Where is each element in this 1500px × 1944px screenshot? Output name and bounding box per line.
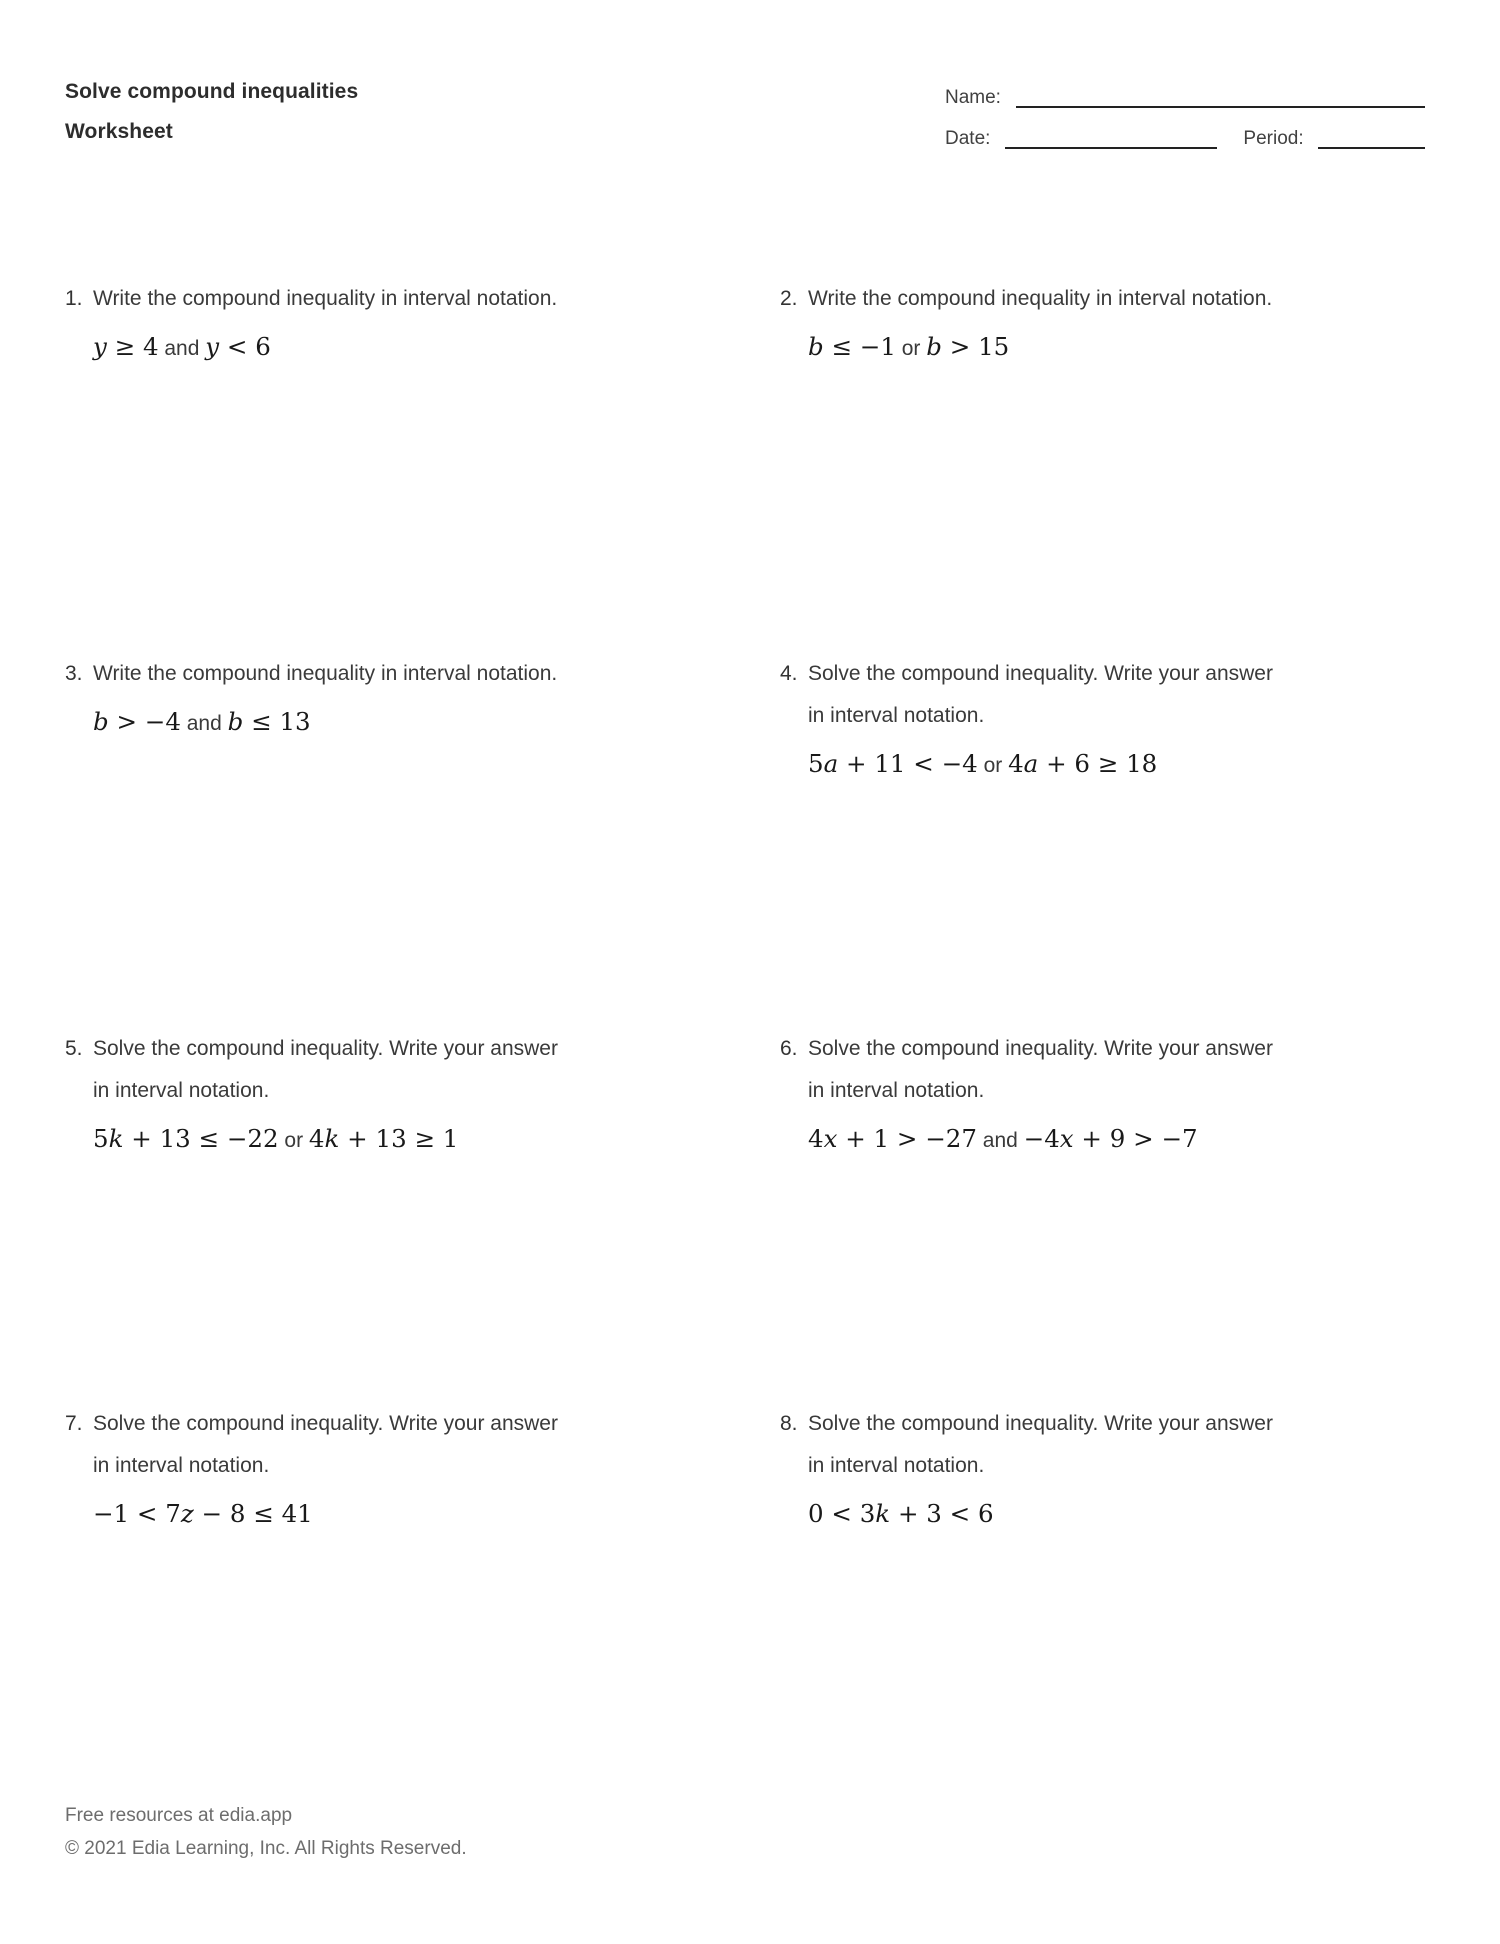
problem — [65, 1028, 720, 1403]
problem-math — [808, 1121, 1435, 1159]
problem — [780, 278, 1435, 653]
problem-head — [65, 278, 720, 320]
math-segment: 6 — [977, 1499, 994, 1528]
math-segment: ≤ — [243, 707, 280, 736]
math-segment: + — [1073, 1124, 1110, 1153]
problem-number: 1. — [65, 287, 83, 310]
problem-prompt: Write the compound inequality in interval notation. — [808, 287, 1273, 310]
student-info-fields — [945, 72, 1425, 151]
problem-math — [93, 1496, 720, 1533]
math-segment: ≤ — [245, 1499, 282, 1528]
period-label: Period: — [1243, 128, 1304, 149]
problem-head — [780, 1028, 1435, 1112]
math-segment: −22 — [226, 1124, 279, 1153]
math-segment: −4 — [1023, 1124, 1060, 1153]
math-segment: b — [808, 332, 824, 361]
math-segment: 15 — [978, 332, 1010, 361]
math-segment: 9 — [1109, 1124, 1126, 1153]
math-segment: −7 — [1161, 1124, 1198, 1153]
math-segment: < — [823, 1499, 860, 1528]
math-segment: ≤ — [190, 1124, 227, 1153]
math-segment: or — [977, 754, 1009, 777]
problem-prompt: Solve the compound inequality. Write your answer in interval notation. — [93, 1412, 558, 1477]
footer-copyright: © 2021 Edia Learning, Inc. All Rights Reserved. — [65, 1838, 467, 1859]
math-segment: 18 — [1126, 749, 1158, 778]
problem — [65, 278, 720, 653]
math-segment: > — [889, 1124, 926, 1153]
math-segment: y — [205, 332, 220, 361]
name-label: Name: — [945, 87, 1001, 108]
problem-math — [808, 1496, 1435, 1533]
math-segment: −1 — [859, 332, 896, 361]
math-segment: z — [180, 1499, 194, 1528]
problem-number: 7. — [65, 1412, 83, 1435]
math-segment: 13 — [279, 707, 311, 736]
problem-number: 4. — [780, 662, 798, 685]
problems-grid — [65, 278, 1435, 1778]
name-field-row — [945, 86, 1425, 110]
math-segment: ≥ — [1089, 749, 1127, 778]
math-segment: 7 — [165, 1499, 181, 1528]
math-segment: x — [1059, 1124, 1074, 1153]
problem — [780, 1403, 1435, 1778]
problem-prompt: Solve the compound inequality. Write your answer in interval notation. — [808, 1037, 1273, 1102]
math-segment: + — [890, 1499, 927, 1528]
problem-math — [93, 1121, 720, 1159]
math-segment: and — [976, 1129, 1024, 1152]
math-segment: ≤ — [823, 332, 860, 361]
math-segment: < — [129, 1499, 166, 1528]
math-segment: or — [278, 1129, 309, 1152]
math-segment: + — [339, 1124, 376, 1153]
problem-math — [93, 329, 720, 367]
problem-number: 2. — [780, 287, 798, 310]
math-segment: > — [941, 332, 979, 361]
worksheet-header — [65, 72, 1425, 152]
problem-prompt: Write the compound inequality in interval notation. — [93, 287, 558, 310]
math-segment: y — [93, 332, 107, 361]
math-segment: b — [227, 707, 244, 736]
date-label: Date: — [945, 128, 991, 149]
problem-head — [780, 278, 1435, 320]
math-segment: 11 — [874, 749, 906, 778]
problem-math — [93, 704, 720, 742]
problem-head — [780, 653, 1435, 737]
math-segment: + — [123, 1124, 160, 1153]
math-segment: 5 — [808, 749, 824, 778]
problem-number: 6. — [780, 1037, 798, 1060]
problem-number: 3. — [65, 662, 83, 685]
math-segment: 6 — [1074, 749, 1090, 778]
math-segment: 41 — [281, 1499, 313, 1528]
math-segment: + — [837, 1124, 874, 1153]
math-segment: k — [324, 1124, 340, 1153]
math-segment: 5 — [93, 1124, 109, 1153]
math-segment: b — [926, 332, 942, 361]
problem-prompt: Write the compound inequality in interval notation. — [93, 662, 558, 685]
math-segment: b — [93, 707, 109, 736]
math-segment: 8 — [229, 1499, 246, 1528]
problem-head — [65, 653, 720, 695]
math-segment: 3 — [926, 1499, 942, 1528]
math-segment: 4 — [808, 1124, 824, 1153]
problem-head — [65, 1028, 720, 1112]
footer-credit: Free resources at edia.app — [65, 1805, 293, 1826]
math-segment: and — [180, 712, 228, 735]
math-segment: −4 — [941, 749, 978, 778]
math-segment: −1 — [93, 1499, 130, 1528]
problem — [780, 1028, 1435, 1403]
math-segment: ≥ — [406, 1124, 443, 1153]
date-blank-line[interactable] — [1005, 129, 1217, 149]
problem-number: 5. — [65, 1037, 83, 1060]
math-segment: 4 — [1008, 749, 1024, 778]
problem-math — [808, 746, 1435, 784]
math-segment: + — [838, 749, 875, 778]
period-blank-line[interactable] — [1318, 129, 1425, 149]
worksheet-subtitle: Worksheet — [65, 120, 173, 143]
math-segment: 3 — [859, 1499, 876, 1528]
math-segment: 1 — [442, 1124, 459, 1153]
title-block — [65, 72, 358, 152]
math-segment: or — [895, 337, 927, 360]
math-segment: ≥ — [106, 332, 143, 361]
math-segment: < — [219, 332, 256, 361]
problem — [65, 1403, 720, 1778]
date-period-field-row — [945, 127, 1425, 151]
math-segment: 0 — [808, 1499, 824, 1528]
math-segment: + — [1038, 749, 1075, 778]
math-segment: a — [823, 749, 839, 778]
worksheet-title: Solve compound inequalities — [65, 80, 359, 103]
problem — [780, 653, 1435, 1028]
math-segment: and — [158, 337, 206, 360]
math-segment: − — [193, 1499, 230, 1528]
math-segment: −27 — [925, 1124, 977, 1153]
problem-prompt: Solve the compound inequality. Write your answer in interval notation. — [808, 662, 1273, 727]
problem-head — [65, 1403, 720, 1487]
math-segment: a — [1023, 749, 1039, 778]
math-segment: 4 — [142, 332, 159, 361]
math-segment: k — [108, 1124, 124, 1153]
problem-math — [808, 329, 1435, 367]
problem-prompt: Solve the compound inequality. Write your answer in interval notation. — [808, 1412, 1273, 1477]
math-segment: −4 — [144, 707, 181, 736]
math-segment: 1 — [873, 1124, 890, 1153]
math-segment: > — [1125, 1124, 1162, 1153]
name-blank-line[interactable] — [1016, 88, 1425, 108]
problem-prompt: Solve the compound inequality. Write your answer in interval notation. — [93, 1037, 558, 1102]
math-segment: < — [905, 749, 942, 778]
problem-head — [780, 1403, 1435, 1487]
math-segment: k — [875, 1499, 891, 1528]
math-segment: > — [108, 707, 145, 736]
math-segment: 4 — [308, 1124, 325, 1153]
math-segment: 13 — [159, 1124, 191, 1153]
problem — [65, 653, 720, 1028]
worksheet-footer — [65, 1799, 467, 1865]
math-segment: 6 — [255, 332, 271, 361]
math-segment: 13 — [375, 1124, 407, 1153]
math-segment: x — [823, 1124, 838, 1153]
math-segment: < — [941, 1499, 978, 1528]
problem-number: 8. — [780, 1412, 798, 1435]
